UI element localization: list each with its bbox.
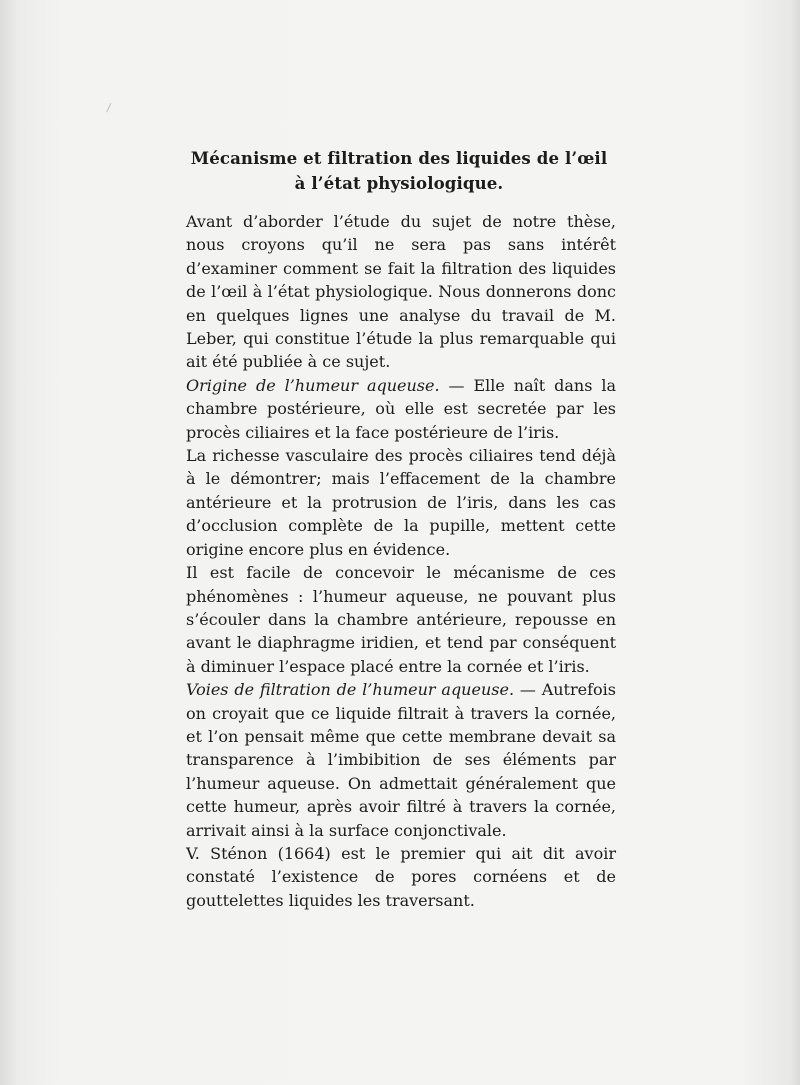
paragraph-5-text: — Autrefois on croyait que ce liquide filtrait à travers la cornée, et l’on pensait même que cette membrane devait sa transparence à l’imbibition de ses éléments par l’humeur aqueuse. On admettait généralement que cette humeur, après avoir filtré à travers la cornée, arrivait ainsi à la surface conjonctivale. (186, 680, 616, 840)
text-block (186, 146, 616, 912)
paragraph-5-heading: Voies de filtration de l’humeur aqueuse. (186, 680, 515, 700)
paragraph-3 (186, 444, 616, 561)
paragraph-6 (186, 842, 616, 912)
title-line-1: Mécanisme et filtration des liquides de l’œil (190, 148, 608, 168)
paragraph-6-text: V. Sténon (1664) est le premier qui ait dit avoir constaté l’existence de pores cornéens et de gouttelettes liquides les traversant. (186, 843, 616, 910)
paragraph-5 (186, 678, 616, 842)
title-line-2: à l’état physiologique. (294, 173, 504, 193)
paragraph-2-text: — Elle naît dans la chambre postérieure, où elle est secretée par les procès ciliaires et la face postérieure de l’iris. (186, 375, 617, 442)
paragraph-1-text: Avant d’aborder l’étude du sujet de notre thèse, nous croyons qu’il ne sera pas sans intérêt d’examiner comment se fait la filtration des liquides de l’œil à l’état physiologique. Nous donnerons donc en quelques lignes une analyse du travail de M. Leber, qui constitue l’étude la plus remarquable qui ait été publiée à ce sujet. (186, 212, 616, 372)
paragraph-4 (186, 561, 616, 678)
paragraph-3-text: La richesse vasculaire des procès ciliaires tend déjà à le démontrer; mais l’effacement de la chambre antérieure et la protrusion de l’iris, dans les cas d’occlusion complète de la pupille, mettent cette origine encore plus en évidence. (186, 446, 616, 559)
paragraph-1 (186, 210, 616, 374)
ink-mark (106, 103, 117, 115)
paragraph-2 (186, 374, 616, 444)
paragraph-4-text: Il est facile de concevoir le mécanisme de ces phénomènes : l’humeur aqueuse, ne pouvant plus s’écouler dans la chambre antérieure, repousse en avant le diaphragme iridien, et tend par conséquent à diminuer l’espace placé entre la cornée et l’iris. (186, 563, 616, 676)
paragraph-2-heading: Origine de l’humeur aqueuse. (186, 375, 440, 395)
section-title (182, 146, 616, 196)
